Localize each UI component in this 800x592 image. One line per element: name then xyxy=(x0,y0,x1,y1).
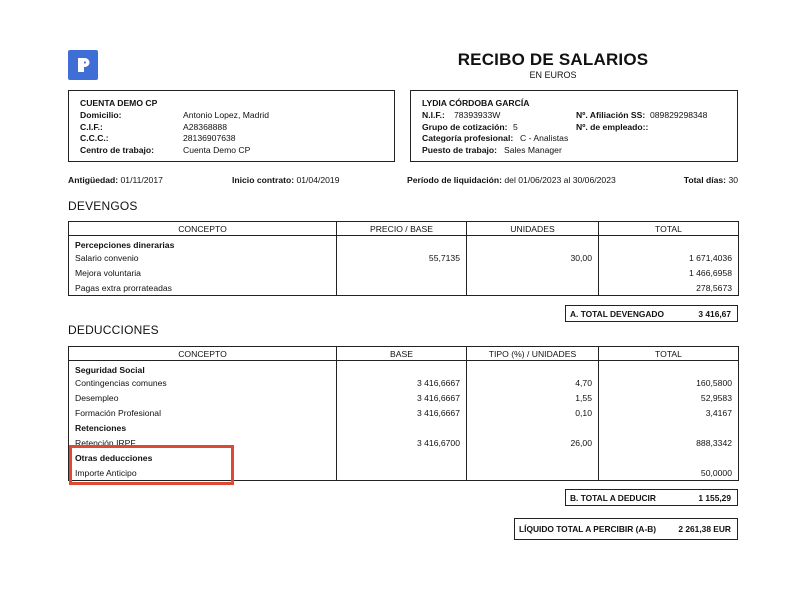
group-row xyxy=(69,236,739,251)
liquido-label: LÍQUIDO TOTAL A PERCIBIR (A-B) xyxy=(519,524,657,534)
table-row xyxy=(69,436,739,451)
column-header: CONCEPTO xyxy=(69,347,337,361)
tipo-cell xyxy=(467,466,599,481)
devengos-title: DEVENGOS xyxy=(68,199,138,213)
company-field-value: Antonio Lopez, Madrid xyxy=(183,110,269,120)
employee-categoria-row xyxy=(422,133,726,145)
concepto-cell: Contingencias comunes xyxy=(69,376,337,391)
afiliacion-label: Nº. Afiliación SS: xyxy=(576,110,646,120)
employee-grupo-row xyxy=(422,122,726,134)
inicio-contrato xyxy=(232,175,339,185)
total-dias xyxy=(684,175,738,185)
column-header: CONCEPTO xyxy=(69,222,337,236)
document-title: RECIBO DE SALARIOS xyxy=(457,50,649,69)
total-deducir-value: 1 155,29 xyxy=(698,492,731,503)
concepto-cell: Importe Anticipo xyxy=(69,466,337,481)
table-row xyxy=(69,281,739,296)
table-row xyxy=(69,466,739,481)
table-row xyxy=(69,391,739,406)
column-header: PRECIO / BASE xyxy=(337,222,467,236)
group-label: Seguridad Social xyxy=(69,361,337,376)
company-box xyxy=(68,90,395,162)
total-cell: 3,4167 xyxy=(599,406,739,421)
tipo-cell: 26,00 xyxy=(467,436,599,451)
employee-name: LYDIA CÓRDOBA GARCÍA xyxy=(422,98,530,108)
precio-cell xyxy=(337,281,467,296)
group-label: Otras deducciones xyxy=(69,451,337,466)
base-cell xyxy=(337,466,467,481)
tipo-cell: 0,10 xyxy=(467,406,599,421)
inicio-label: Inicio contrato: xyxy=(232,175,295,185)
periodo-liquidacion xyxy=(407,175,616,185)
group-row xyxy=(69,421,739,436)
column-header: TOTAL xyxy=(599,347,739,361)
devengos-table xyxy=(68,221,739,296)
dias-label: Total días: xyxy=(683,175,727,185)
table-header-row xyxy=(69,222,739,236)
concepto-cell: Formación Profesional xyxy=(69,406,337,421)
concepto-cell: Desempleo xyxy=(69,391,337,406)
table-row xyxy=(69,376,739,391)
total-deducir-label: B. TOTAL A DEDUCIR xyxy=(570,492,656,503)
concepto-cell: Mejora voluntaria xyxy=(69,266,337,281)
base-cell: 3 416,6667 xyxy=(337,406,467,421)
total-cell: 160,5800 xyxy=(599,376,739,391)
company-field-value: A28368888 xyxy=(183,121,227,132)
company-field-value: 28136907638 xyxy=(183,133,236,144)
categoria-value: C - Analistas xyxy=(520,133,569,144)
total-cell: 1 466,6958 xyxy=(599,266,739,281)
liquido-total xyxy=(514,518,738,540)
deducciones-title: DEDUCCIONES xyxy=(68,323,159,337)
nif-value: 78393933W xyxy=(454,110,501,120)
grupo-value: 5 xyxy=(513,121,518,132)
column-header: UNIDADES xyxy=(467,222,599,236)
group-row xyxy=(69,361,739,376)
precio-cell: 55,7135 xyxy=(337,251,467,266)
employee-nif-row xyxy=(422,110,726,122)
table-row xyxy=(69,406,739,421)
p-logo-icon xyxy=(73,55,93,75)
employee-puesto-row xyxy=(422,145,726,157)
table-row xyxy=(69,266,739,281)
dias-value: 30 xyxy=(728,175,738,185)
total-cell: 50,0000 xyxy=(599,466,739,481)
company-workplace-row xyxy=(80,145,383,157)
antiguedad-label: Antigüedad: xyxy=(68,175,119,185)
column-header: BASE xyxy=(337,347,467,361)
company-ccc-row xyxy=(80,133,383,145)
company-field-value: Cuenta Demo CP xyxy=(183,144,251,155)
concepto-cell: Pagas extra prorrateadas xyxy=(69,281,337,296)
company-field-label: C.C.C.: xyxy=(80,133,109,144)
periodo-value: del 01/06/2023 al 30/06/2023 xyxy=(504,175,616,185)
tipo-cell: 1,55 xyxy=(467,391,599,406)
inicio-value: 01/04/2019 xyxy=(296,175,340,185)
total-deducir xyxy=(565,489,738,506)
app-logo xyxy=(68,50,98,80)
empleado-label: Nº. de empleado:: xyxy=(576,121,649,132)
group-label: Percepciones dinerarias xyxy=(69,236,337,251)
company-cif-row xyxy=(80,122,383,134)
antiguedad-value: 01/11/2017 xyxy=(120,175,163,185)
group-label: Retenciones xyxy=(69,421,337,436)
table-row xyxy=(69,251,739,266)
total-devengado-label: A. TOTAL DEVENGADO xyxy=(570,308,664,319)
group-row xyxy=(69,451,739,466)
categoria-label: Categoría profesional: xyxy=(422,133,514,144)
precio-cell xyxy=(337,266,467,281)
total-devengado xyxy=(565,305,738,322)
afiliacion-value: 089829298348 xyxy=(650,110,708,120)
total-cell: 278,5673 xyxy=(599,281,739,296)
table-header-row xyxy=(69,347,739,361)
company-name: CUENTA DEMO CP xyxy=(80,98,158,108)
antiguedad xyxy=(68,175,163,185)
unidades-cell xyxy=(467,266,599,281)
base-cell: 3 416,6667 xyxy=(337,376,467,391)
company-field-label: C.I.F.: xyxy=(80,121,103,132)
company-address-row xyxy=(80,110,383,122)
tipo-cell: 4,70 xyxy=(467,376,599,391)
document-subtitle: EN EUROS xyxy=(529,70,577,80)
unidades-cell: 30,00 xyxy=(467,251,599,266)
nif-label: N.I.F.: xyxy=(422,110,445,120)
concepto-cell: Retención IRPF xyxy=(69,436,337,451)
column-header: TOTAL xyxy=(599,222,739,236)
company-field-label: Centro de trabajo: xyxy=(80,144,155,155)
base-cell: 3 416,6667 xyxy=(337,391,467,406)
deducciones-table xyxy=(68,346,739,481)
grupo-label: Grupo de cotización: xyxy=(422,121,508,132)
puesto-label: Puesto de trabajo: xyxy=(422,144,497,155)
puesto-value: Sales Manager xyxy=(504,144,562,155)
total-cell: 1 671,4036 xyxy=(599,251,739,266)
company-field-label: Domicilio: xyxy=(80,110,122,120)
total-cell: 888,3342 xyxy=(599,436,739,451)
liquido-value: 2 261,38 EUR xyxy=(678,524,731,534)
unidades-cell xyxy=(467,281,599,296)
column-header: TIPO (%) / UNIDADES xyxy=(467,347,599,361)
total-devengado-value: 3 416,67 xyxy=(698,308,731,319)
total-cell: 52,9583 xyxy=(599,391,739,406)
concepto-cell: Salario convenio xyxy=(69,251,337,266)
employee-box xyxy=(410,90,738,162)
base-cell: 3 416,6700 xyxy=(337,436,467,451)
periodo-label: Período de liquidación: xyxy=(407,175,503,185)
